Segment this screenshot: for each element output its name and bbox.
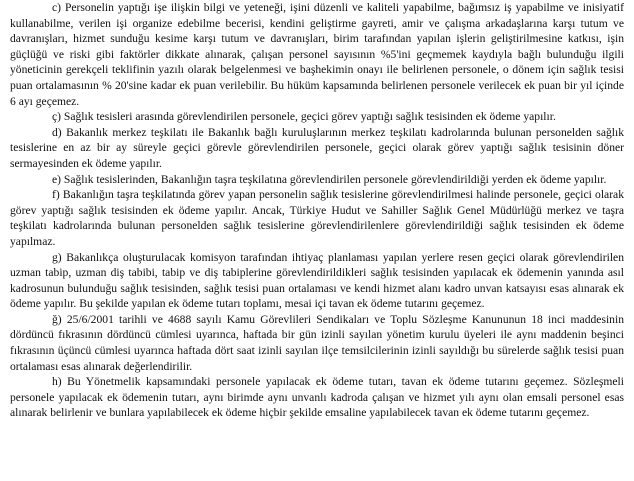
paragraph-d: d) Bakanlık merkez teşkilatı ile Bakanlık bağlı kuruluşlarının merkez teşkilatı kadrolarında bulunan personelden sağlık tesislerine en az bir ay süreyle geçici görevle görevlendirilen personele, geçici olarak görev yaptığı sağlık tesisinin döner sermayesinden ek ödeme yapılır. — [10, 125, 624, 170]
paragraph-gg: ğ) 25/6/2001 tarihli ve 4688 sayılı Kamu Görevlileri Sendikaları ve Toplu Sözleşme Kanununun 18 inci maddesinin dördüncü fıkrasının dördüncü cümlesi uyarınca, haftada bir gün izinli sayılan yönetim kurulu üyeleri ile aynı maddenin beşinci fıkrasının üçüncü cümlesi uyarınca haftada dört saat izinli sayılan ilçe temsilcilerinin izinli sayıldığı bu sürelerde sağlık tesisi puan ortalaması esas alınarak değerlendirilir. — [10, 312, 624, 373]
paragraph-cc: ç) Sağlık tesisleri arasında görevlendirilen personele, geçici görev yaptığı sağlık tesisinden ek ödeme yapılır. — [52, 110, 556, 124]
paragraph-h: h) Bu Yönetmelik kapsamındaki personele yapılacak ek ödeme tutarı, tavan ek ödeme tutarını geçemez. Sözleşmeli personele yapılacak ek ödemenin tutarı, aynı birimde aynı unvanlı kadroda çalışan ve hizmet yılı aynı olan emsali personel esas alınarak belirlenir ve bunlara yapılabilecek ek ödeme hiçbir şekilde emsaline yapılabilecek tavan ek ödeme tutarını geçemez. — [10, 375, 624, 420]
paragraph-e: e) Sağlık tesislerinden, Bakanlığın taşra teşkilatına görevlendirilen personele görevlendirildiği yerden ek ödeme yapılır. — [52, 172, 607, 186]
document-body — [10, 0, 624, 421]
paragraph-f: f) Bakanlığın taşra teşkilatında görev yapan personelin sağlık tesislerine görevlendirilmesi halinde personele, geçici olarak görev yaptığı sağlık tesisinden ek ödeme yapılır. Ancak, Türkiye Hudut ve Sahiller Sağlık Genel Müdürlüğü merkez ve taşra teşkilatı kadrolarında bulunan personelden sağlık tesislerine görevlendirilenlere görevlendirildiği sağlık tesisinden ek ödeme yapılmaz. — [10, 188, 624, 248]
paragraph-c: c) Personelin yaptığı işe ilişkin bilgi ve yeteneği, işini düzenli ve kaliteli yapabilme, bağımsız iş yapabilme ve inisiyatif kullanabilme, verilen işi organize edebilme becerisi, kendini geliştirme gayreti, amir ve çalışma arkadaşlarına karşı tutum ve davranışları, hizmet sunduğu kesime karşı tutum ve davranışları, birim tarafından yapılan işlerin geliştirilmesine katkısı, işin güçlüğü ve riski gibi faktörler dikkate alınarak, çalışan personel sayısının %5'ini geçmemek kaydıyla bağlı bulunduğu ilgili yöneticinin gerekçeli teklifinin yazılı olarak belgelenmesi ve başhekimin onayı ile belirlenen personele, o dönem için sağlık tesisi puan ortalamasının % 20'sine kadar ek puan verilebilir. Bu hüküm kapsamında belirlenen personele verilecek ek puan bir yıl içinde 6 ayı geçemez. — [10, 1, 624, 108]
paragraph-g: g) Bakanlıkça oluşturulacak komisyon tarafından ihtiyaç planlaması yapılan yerlere resen geçici olarak görevlendirilen uzman tabip, uzman diş tabibi, tabip ve diş tabiplerine görevlendirildikleri sağlık tesisinden yapılacak ek ödemenin yanında asıl kadrosunun bulunduğu sağlık tesisinden, sağlık tesisi puan ortalaması ve kendi hizmet alanı kadro unvan katsayısı esas alınarak ek ödeme yapılır. Bu şekilde yapılan ek ödeme tutarı toplamı, mesai içi tavan ek ödeme tutarını geçemez. — [10, 250, 624, 311]
